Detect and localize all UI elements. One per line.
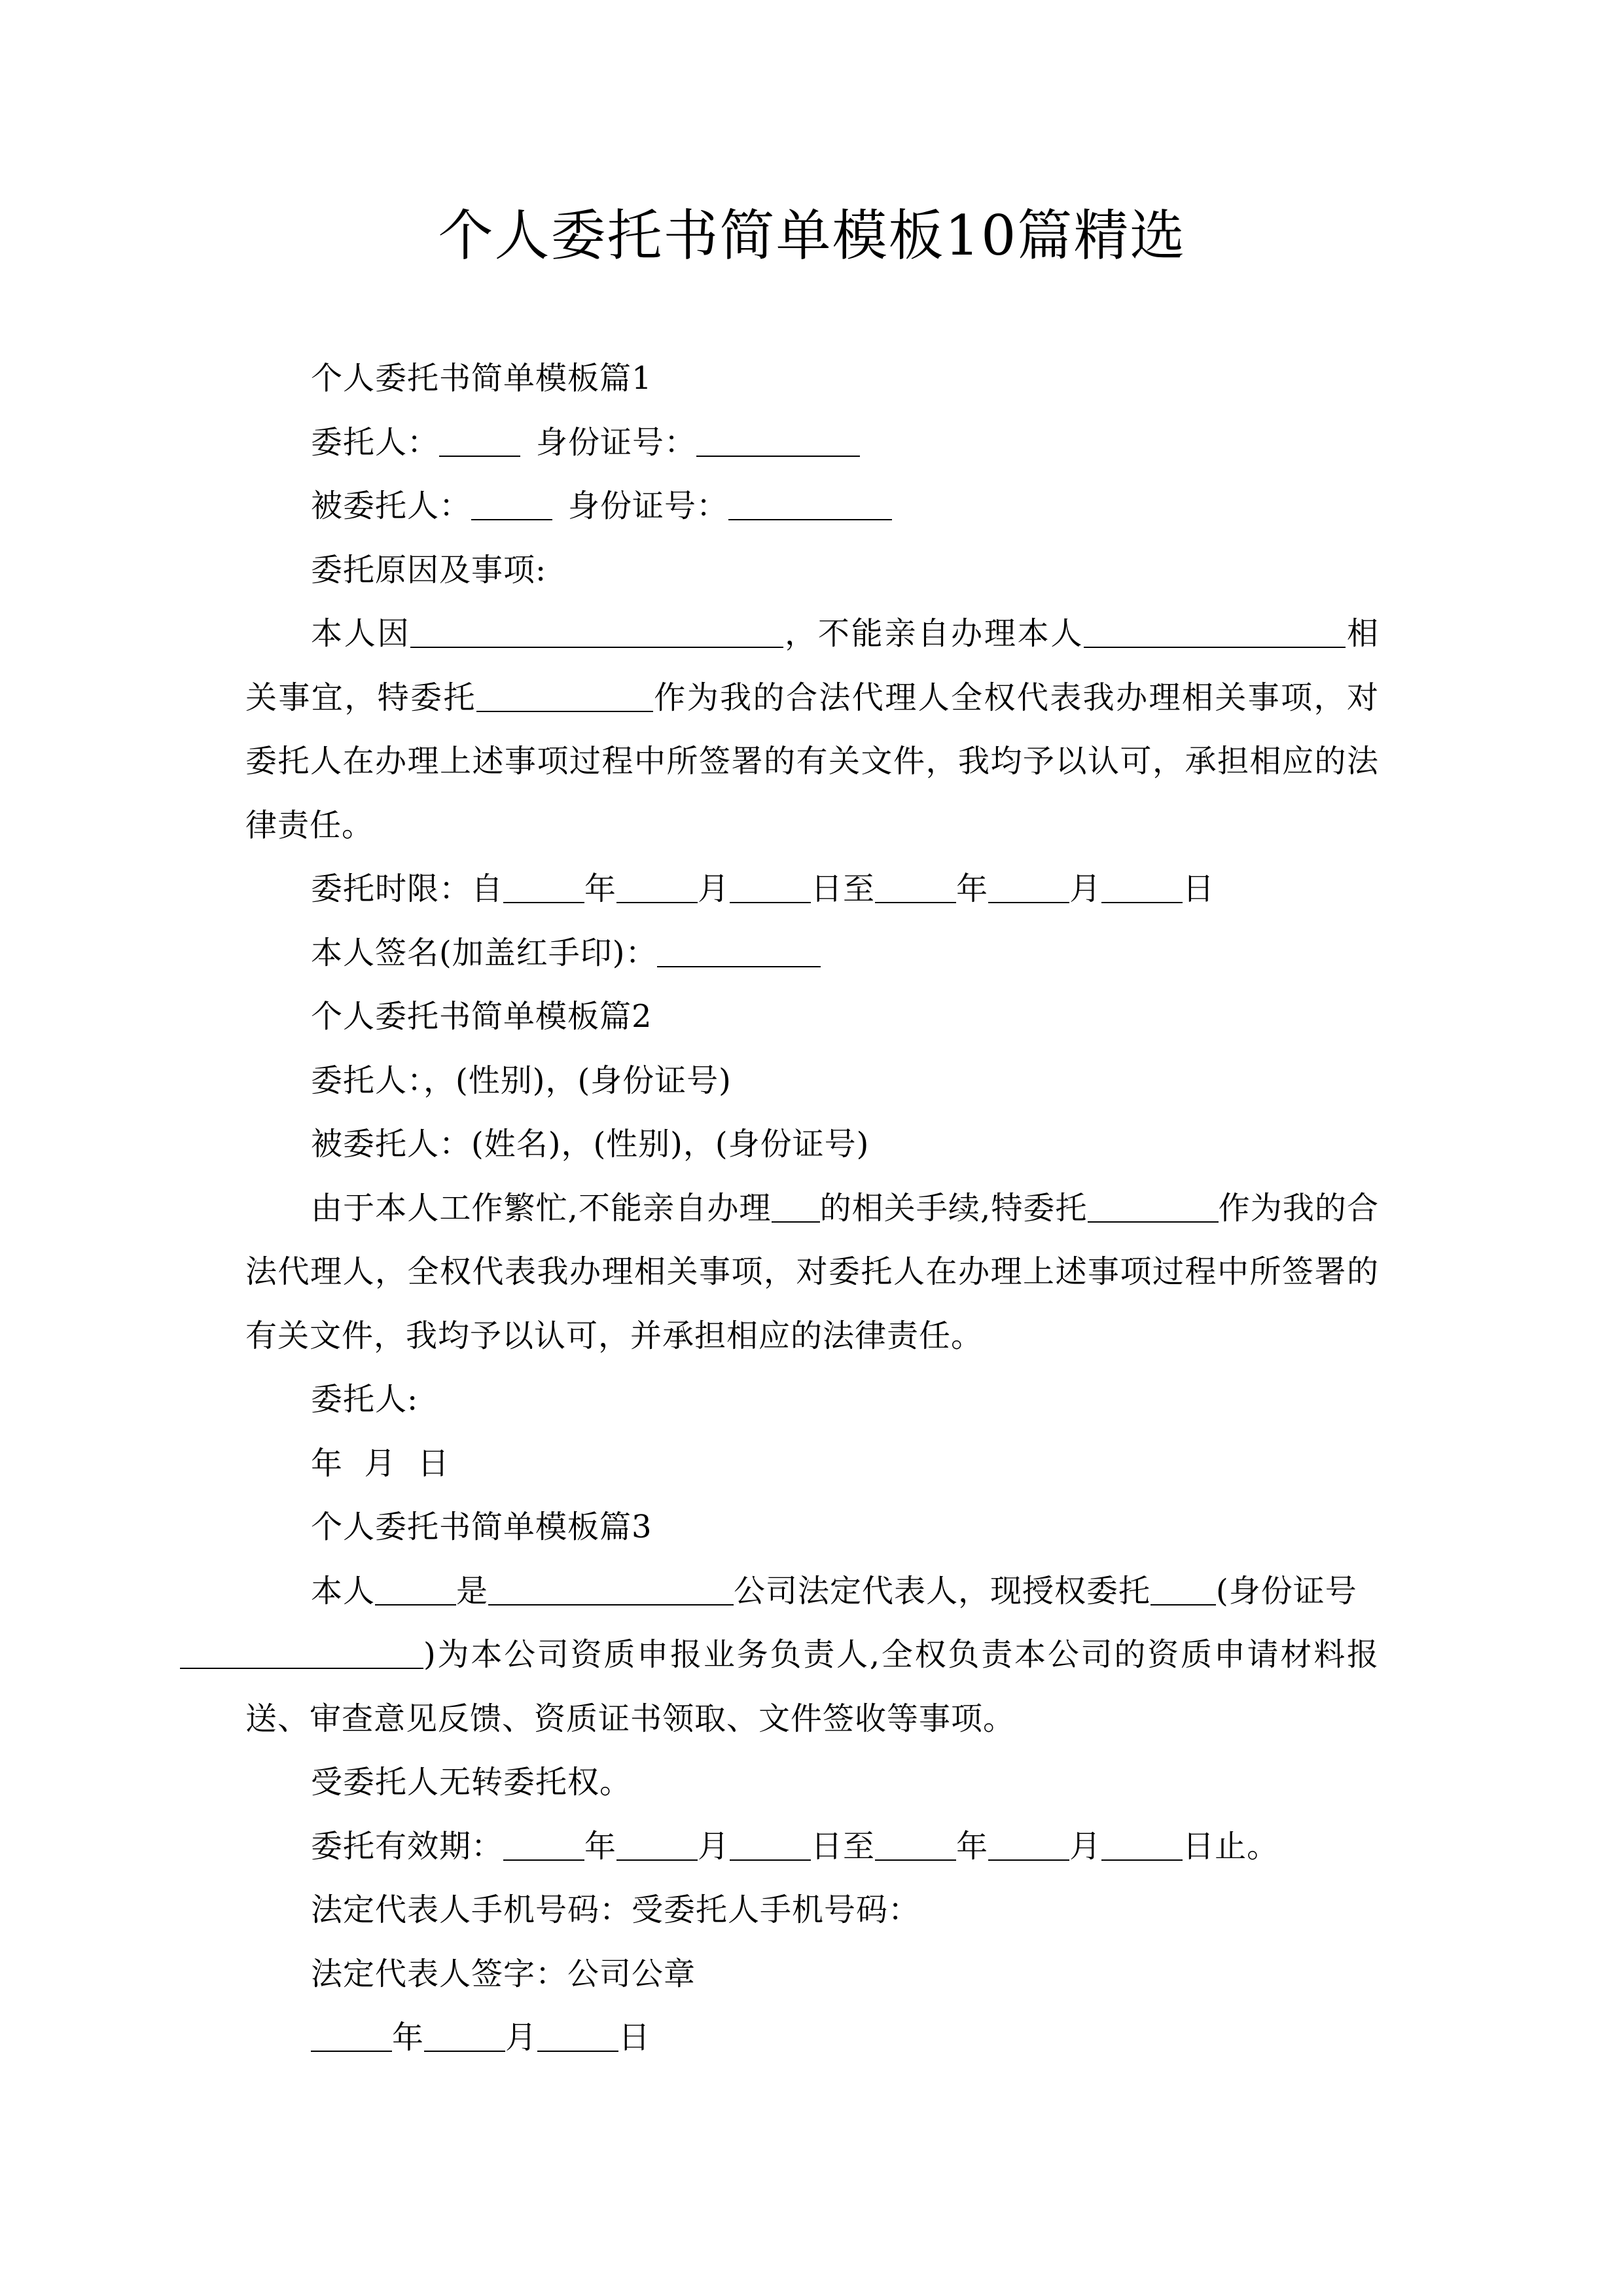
text-segment: 日 [1183, 870, 1215, 907]
text-segment: 日至 [811, 870, 876, 907]
rep-name-field[interactable] [375, 1575, 456, 1605]
term-end-day-field[interactable] [1101, 873, 1183, 903]
text-segment: 的相关手续,特委托 [819, 1189, 1088, 1227]
agent-label: 被委托人： [311, 488, 472, 524]
text-segment: 年 [584, 870, 617, 907]
validity-line [245, 1815, 1379, 1879]
text-segment: 日 [618, 2019, 651, 2056]
signature-field[interactable] [657, 937, 821, 967]
delegate-field[interactable] [1088, 1193, 1219, 1223]
id-label: 身份证号： [536, 423, 697, 461]
reason-label: 委托原因及事项: [311, 551, 547, 588]
text-segment: 月 [1069, 1827, 1102, 1865]
text-segment: 是 [456, 1572, 489, 1609]
term-end-month-field[interactable] [988, 873, 1069, 903]
principal-id-field[interactable] [696, 427, 860, 457]
section1-body [245, 602, 1379, 857]
validity-label: 委托有效期： [311, 1827, 504, 1865]
text-segment: 月 [698, 870, 730, 907]
reason-field[interactable] [410, 618, 783, 648]
text-segment: 年 [956, 1827, 989, 1865]
section-heading-2: 个人委托书简单模板篇2 [311, 998, 652, 1035]
text-segment: 作为我的合法代理人全权代表我办理相关事项，对委托人在办理上述事项过程中所签署的有关文件，我均予以认可，承担相应的法律责任。 [245, 679, 1379, 844]
principal-name-field[interactable] [439, 427, 520, 457]
text-segment: 月 [505, 2019, 538, 2056]
text-segment: 日至 [811, 1827, 876, 1865]
term-end-year-field[interactable] [875, 873, 956, 903]
valid-start-month-field[interactable] [616, 1831, 698, 1861]
signature-label: 本人签名(加盖红手印)： [311, 934, 658, 971]
principal-label: 委托人： [311, 423, 440, 461]
text-segment: 年 [392, 2019, 425, 2056]
text-segment: 公司法定代表人，现授权委托 [734, 1572, 1151, 1609]
text-segment: 作为我的合法代理人，全权代表我办理相关事项，对委托人在办理上述事项过程中所签署的有关文件，我均予以认可，并承担相应的法律责任。 [245, 1189, 1379, 1354]
text-segment: 相关事宜，特委托 [245, 615, 1379, 716]
matter-field[interactable] [772, 1193, 820, 1223]
term-start-day-field[interactable] [730, 873, 811, 903]
no-delegation-line: 受委托人无转委托权。 [311, 1764, 632, 1801]
text-segment: 由于本人工作繁忙,不能亲自办理 [311, 1189, 772, 1227]
principal-info-line: 委托人：，(性别)，(身份证号) [311, 1062, 732, 1099]
valid-start-day-field[interactable] [730, 1831, 811, 1861]
section-heading-3: 个人委托书简单模板篇3 [311, 1509, 652, 1545]
sign-date-line [245, 2006, 1379, 2070]
principal-line [245, 411, 1379, 475]
section3-body [245, 1560, 1379, 1751]
delegate-field[interactable] [476, 682, 653, 712]
section-heading-1: 个人委托书简单模板篇1 [311, 360, 652, 397]
text-segment: 年 [584, 1827, 617, 1865]
delegate-name-field[interactable] [1150, 1575, 1216, 1605]
sign-month-field[interactable] [424, 2022, 505, 2052]
valid-start-year-field[interactable] [503, 1831, 584, 1861]
text-segment: (身份证号 [1216, 1572, 1357, 1609]
document-title: 个人委托书简单模板10篇精选 [438, 204, 1186, 268]
text-segment: 月 [1069, 870, 1102, 907]
text-segment: ，不能亲自办理本人 [783, 615, 1084, 652]
delegate-id-field[interactable] [180, 1639, 423, 1669]
term-label: 委托时限：自 [311, 870, 504, 907]
matter-field[interactable] [1084, 618, 1346, 648]
signer-label: 委托人: [311, 1381, 419, 1418]
valid-end-year-field[interactable] [875, 1831, 956, 1861]
text-segment: 本人因 [311, 615, 411, 652]
sign-year-field[interactable] [311, 2022, 392, 2052]
signature-line [245, 922, 1379, 986]
agent-name-field[interactable] [471, 490, 552, 520]
text-segment: 年 [956, 870, 989, 907]
phones-line: 法定代表人手机号码：受委托人手机号码： [311, 1892, 921, 1928]
valid-end-day-field[interactable] [1101, 1831, 1183, 1861]
agent-id-field[interactable] [728, 490, 892, 520]
term-start-year-field[interactable] [503, 873, 584, 903]
agent-info-line: 被委托人：(姓名)，(性别)，(身份证号) [311, 1126, 870, 1162]
document-body [245, 347, 1379, 2070]
valid-end-month-field[interactable] [988, 1831, 1069, 1861]
term-start-month-field[interactable] [616, 873, 698, 903]
section2-body [245, 1177, 1379, 1369]
text-segment: )为本公司资质申报业务负责人,全权负责本公司的资质申请材料报送、审查意见反馈、资质证书领取、文件签收等事项。 [245, 1636, 1379, 1737]
agent-id-label: 身份证号： [568, 488, 729, 524]
sign-day-field[interactable] [537, 2022, 618, 2052]
term-line [245, 857, 1379, 922]
text-segment: 月 [698, 1827, 730, 1865]
company-name-field[interactable] [488, 1575, 734, 1605]
text-segment: 日止。 [1183, 1827, 1279, 1865]
date-line: 年 月 日 [311, 1444, 450, 1482]
text-segment: 本人 [311, 1572, 376, 1609]
agent-line [245, 475, 1379, 539]
sign-line: 法定代表人签字：公司公章 [311, 1955, 696, 1992]
